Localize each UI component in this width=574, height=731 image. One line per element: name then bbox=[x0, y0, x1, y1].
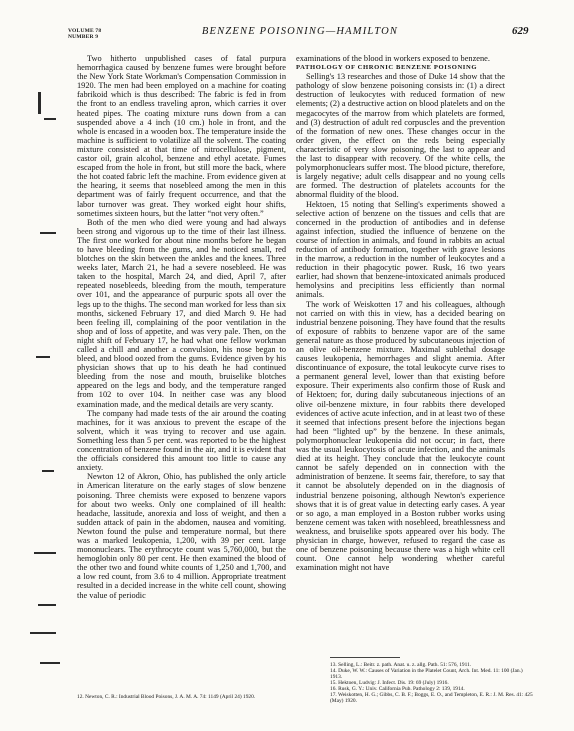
margin-mark bbox=[30, 632, 56, 634]
issue-line: NUMBER 9 bbox=[68, 34, 99, 40]
left-column bbox=[77, 54, 286, 600]
footnote: 12. Newton, C. R.: Industrial Blood Poisons, J. A. M. A. 74: 1149 (April 24) 1920. bbox=[77, 694, 256, 700]
footnote: 14. Duke, W. W.: Causes of Variation in the Platelet Count, Arch. Int. Med. 11: 100 (Jan.) 1913. bbox=[330, 668, 523, 680]
running-title: BENZENE POISONING—HAMILTON bbox=[201, 26, 399, 37]
volume-number bbox=[68, 28, 101, 40]
body-paragraph: The company had made tests of the air around the coating machines, for it was anxious to prevent the escape of the solvent, which it was trying to recover and use again. Something less than 5 per cent. was reported to be the highest concentration of benzene found in the air, and it is evident that the officials considered this amount too little to cause any anxiety. bbox=[77, 408, 286, 473]
footnote: 17. Weiskotten, H. G.; Gibbs, C. B. F.; Boggs, E. O., and Templeton, E. R.: J. M. Res. 41: 425 (May) 1920. bbox=[330, 692, 533, 704]
margin-mark bbox=[36, 356, 50, 358]
footnote: 13. Selling, L.: Beitr. z. path. Anat. u. z. allg. Path. 51: 576, 1911. bbox=[330, 662, 472, 668]
margin-mark bbox=[34, 552, 56, 554]
margin-mark bbox=[44, 118, 56, 120]
section-heading: PATHOLOGY OF CHRONIC BENZENE POISONING bbox=[296, 64, 478, 72]
body-paragraph: Hektoen, 15 noting that Selling's experiments showed a selective action of benzene on the tissues and cells that are concerned in the production of antibodies and in defense against infection, studied the influence of benzene on the course of infection in animals, and found in rabbits an actual reduction of antibody formation, together with grave lesions in the marrow, a reduction in the number of leukocytes and a reduction in their phagocytic power. Rusk, 16 two years earlier, had shown that benzene-intoxicated animals produced hemolysins and precipitins less efficiently than normal animals. bbox=[296, 199, 505, 300]
margin-mark bbox=[42, 470, 54, 472]
body-paragraph: The work of Weiskotten 17 and his colleagues, although not carried on with this in view, has a decided bearing on industrial benzene poisoning. They have found that the results of exposure of rabbits to benzene vapor are of the same general nature as those produced by subcutaneous injection of an olive oil-benzene mixture. Maximal sublethal dosage causes leukopenia, hemorrhages and slight anemia. After discontinuance of exposure, the total leukocyte curve rises to a permanent general level, lower than that existing before exposure. Their experiments also confirm those of Rusk and of Hektoen; for, during daily subcutaneous injections of an olive oil-benzene mixture, in four rabbits there developed evidences of active acute infection, and in at least two of these it seemed that infections present before the injections began had been “lighted up” by the benzene. In these animals, polymorphonuclear leukopenia did not occur; in fact, there was the usual leukocytosis of acute infection, and the animals died at its height. They conclude that the leukocyte count cannot be safely depended on in connection with the administration of benzene. It seems fair, therefore, to say that it cannot be absolutely depended on in the diagnosis of industrial benzene poisoning, although Newton's experience shows that it is of great value in detecting early cases. A year or so ago, a man employed in a Boston rubber works using benzene cement was taken with nosebleed, breathlessness and weakness, and bruiselike spots appeared over his body. The physician in charge, however, refused to regard the case as one of benzene poisoning because there was a high white cell count. One cannot help wondering whether careful examination might not have bbox=[296, 299, 505, 573]
body-paragraph: examinations of the blood in workers exposed to benzene. bbox=[296, 54, 490, 63]
body-paragraph: Two hitherto unpublished cases of fatal purpura hemorrhagica caused by benzene fumes were brought before the New York State Workman's Compensation Commission in 1920. The men had been employed on a machine for coating fabrikoid which is thus described: The fabric is fed in from the front to an endless traveling apron, which carries it over heated pipes. The coating mixture runs down from a can suspended above a 4 inch (10 cm.) hole in front, and the whole is encased in a wooden box. The temperature inside the machine is sufficient to volatilize all the solvent. The coating mixture consisted at that time of nitrocellulose, pigment, castor oil, grain alcohol, benzene and ethyl acetate. Fumes escaped from the hole in front, but still more the back, where the hot coated fabric left the machine. From evidence given at the hearing, it seems that nosebleed among the men in this department was of fairly frequent occurrence, and that the labor turnover was great. They worked eight hour shifts, sometimes sixteen hours, but the latter “not very often.” bbox=[77, 54, 286, 218]
footnote: 16. Rusk, G. Y.: Univ. California Pub. Pathology 2: 139, 1914. bbox=[330, 686, 465, 692]
body-paragraph: Both of the men who died were young and had always been strong and vigorous up to the time of their last illness. The first one worked for about nine months before he began to have bleeding from the gums, and he noticed small, red blotches on the skin between the ankles and the knees. Three weeks later, March 21, he had a severe nosebleed. He was taken to the hospital, March 24, and died, April 7, after repeated nosebleeds, bleeding from the mouth, temperature over 101, and the appearance of purpuric spots all over the legs up to the thighs. The second man worked for less than six months, sickened February 17, and died March 9. He had been feeling ill, complaining of the poor ventilation in the shop and of loss of appetite, and was very pale. Then, on the night shift of February 17, he had what one fellow workman called a chill and another a convulsion, his nose began to bleed, and blood oozed from the gums. Evidence given by his physician shows that up to his death he had continued bleeding from the nose and mouth, bruiselike blotches appeared on the legs and body, and the temperature ranged from 102 to over 104. In neither case was any blood examination made, and the medical details are very scanty. bbox=[77, 217, 286, 409]
page-header bbox=[0, 22, 574, 44]
footnotes-left bbox=[77, 694, 286, 700]
volume-line: VOLUME 78 bbox=[68, 28, 102, 34]
body-paragraph: Selling's 13 researches and those of Duke 14 show that the pathology of slow benzene poisoning consists in: (1) a direct destruction of leukocytes with reduced formation of new elements; (2) a destructive action on blood platelets and on the megacocytes of the marrow from which platelets are formed, and (3) destruction of adult red corpuscles and the prevention of the formation of new ones. These changes occur in the order given, the effect on the reds being especially characteristic of very slow poisoning, the last to appear and the last to disappear with recovery. Of the white cells, the polymorphonuclears suffer most. The blood picture, therefore, is largely negative; adult cells disappear and no young cells are formed. The destruction of platelets accounts for the abnormal fluidity of the blood. bbox=[296, 72, 505, 200]
footnotes-right bbox=[330, 662, 536, 704]
margin-mark bbox=[40, 662, 60, 664]
right-column bbox=[296, 54, 505, 572]
margin-mark bbox=[38, 604, 56, 606]
footnote-rule bbox=[330, 657, 400, 658]
margin-mark bbox=[40, 232, 56, 234]
page-number: 629 bbox=[512, 25, 529, 37]
footnote: 15. Hektoen, Ludvig: J. Infect. Dis. 19: 69 (July) 1916. bbox=[330, 680, 449, 686]
body-paragraph: Newton 12 of Akron, Ohio, has published the only article in American literature on the early stages of slow benzene poisoning. Three chemists were exposed to benzene vapors for about two weeks. Only one complained of ill health: headache, lassitude, anorexia and loss of weight, and then a sudden attack of pain in the abdomen, nausea and vomiting. Newton found the pulse and temperature normal, but there was a marked leukopenia, 1,200, with 39 per cent. large mononuclears. The erythrocyte count was 5,760,000, but the hemoglobin only 80 per cent. He then examined the blood of the other two and found white counts of 1,250 and 1,700, and a low red count, from 3.6 to 4 million. Appropriate treatment resulted in a decided increase in the white cell count, showing the value of periodic bbox=[77, 472, 286, 600]
margin-mark bbox=[38, 92, 41, 114]
